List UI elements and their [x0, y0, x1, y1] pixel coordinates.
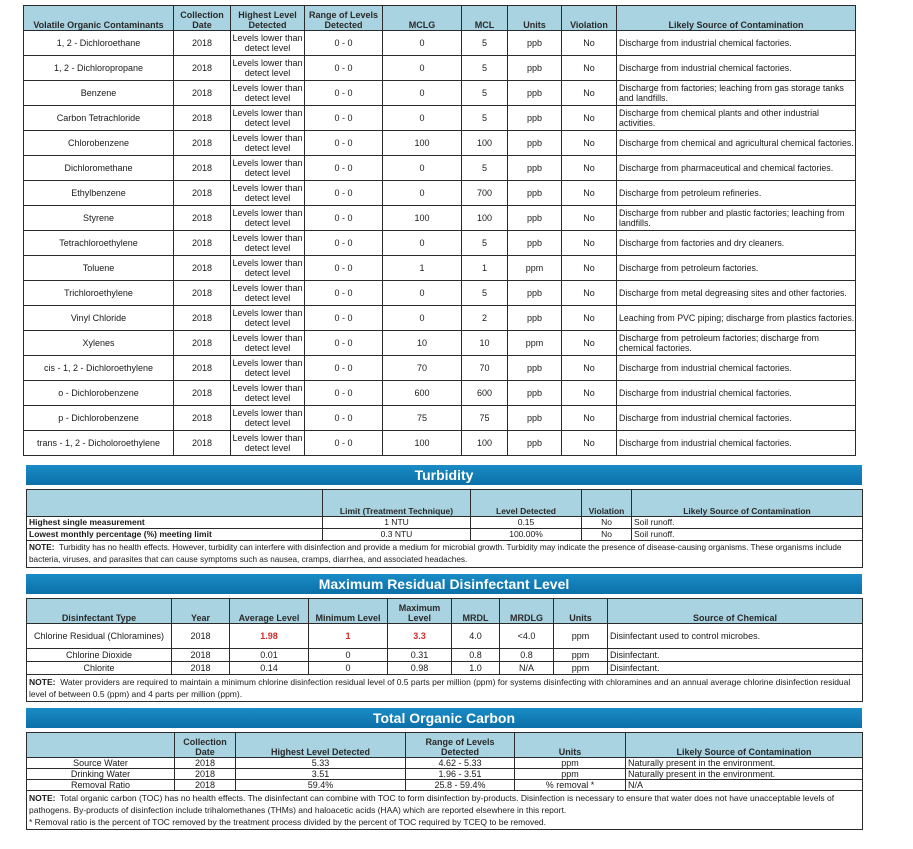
mrdl-cell: Chlorite: [27, 662, 172, 675]
voc-cell: 0 - 0: [305, 56, 383, 81]
mrdl-header: MRDL: [452, 599, 500, 624]
turbidity-header: Likely Source of Contamination: [632, 490, 863, 517]
voc-cell: Discharge from pharmaceutical and chemical factories.: [617, 156, 856, 181]
voc-cell: 0 - 0: [305, 406, 383, 431]
voc-cell: No: [562, 81, 617, 106]
voc-cell: Levels lower than detect level: [231, 306, 305, 331]
voc-cell: 2018: [174, 156, 231, 181]
voc-cell: 0 - 0: [305, 81, 383, 106]
voc-cell: 2018: [174, 206, 231, 231]
note-label: NOTE:: [29, 677, 56, 687]
voc-cell: 2018: [174, 281, 231, 306]
voc-cell: 1: [383, 256, 462, 281]
toc-cell: Naturally present in the environment.: [626, 758, 863, 769]
toc-table: [26, 732, 863, 830]
mrdl-cell: Disinfectant used to control microbes.: [608, 624, 863, 649]
voc-cell: 10: [462, 331, 508, 356]
voc-cell: No: [562, 306, 617, 331]
turbidity-table: [26, 489, 863, 568]
table-row: [27, 624, 863, 649]
voc-cell: 2018: [174, 231, 231, 256]
voc-cell: 5: [462, 156, 508, 181]
toc-cell: 2018: [175, 780, 236, 791]
voc-cell: No: [562, 31, 617, 56]
voc-cell: Discharge from metal degreasing sites and other factories.: [617, 281, 856, 306]
voc-cell: Levels lower than detect level: [231, 281, 305, 306]
voc-cell: ppb: [508, 206, 562, 231]
mrdl-header: Year: [172, 599, 230, 624]
voc-cell: Levels lower than detect level: [231, 431, 305, 456]
mrdl-cell: ppm: [554, 624, 608, 649]
mrdl-cell-highlight: 3.3: [388, 624, 452, 649]
voc-header: MCL: [462, 6, 508, 31]
mrdl-banner: Maximum Residual Disinfectant Level: [26, 574, 862, 594]
mrdl-cell: Chlorine Dioxide: [27, 649, 172, 662]
voc-cell: No: [562, 131, 617, 156]
toc-header: Range of Levels Detected: [406, 733, 515, 758]
voc-header: Likely Source of Contamination: [617, 6, 856, 31]
voc-cell: Carbon Tetrachloride: [24, 106, 174, 131]
voc-cell: Levels lower than detect level: [231, 231, 305, 256]
voc-cell: 0: [383, 56, 462, 81]
voc-cell: No: [562, 156, 617, 181]
table-row: [24, 81, 856, 106]
voc-cell: 0 - 0: [305, 156, 383, 181]
voc-cell: 2018: [174, 406, 231, 431]
mrdl-header: Units: [554, 599, 608, 624]
turbidity-cell: No: [582, 529, 632, 541]
voc-body: [24, 31, 856, 456]
turbidity-header-row: [27, 490, 863, 517]
turbidity-cell: 0.3 NTU: [323, 529, 471, 541]
turbidity-banner: Turbidity: [26, 465, 862, 485]
voc-cell: 2018: [174, 331, 231, 356]
table-row: [24, 106, 856, 131]
voc-cell: 0: [383, 231, 462, 256]
turbidity-note: [27, 541, 863, 568]
voc-cell: No: [562, 231, 617, 256]
voc-cell: 0 - 0: [305, 231, 383, 256]
mrdl-header-row: [27, 599, 863, 624]
table-row: [24, 131, 856, 156]
note-label: NOTE:: [29, 543, 55, 552]
voc-cell: 0: [383, 106, 462, 131]
table-row: [24, 331, 856, 356]
voc-cell: Xylenes: [24, 331, 174, 356]
voc-cell: cis - 1, 2 - Dichloroethylene: [24, 356, 174, 381]
toc-header: [27, 733, 175, 758]
voc-cell: Levels lower than detect level: [231, 381, 305, 406]
voc-cell: ppb: [508, 156, 562, 181]
voc-cell: ppb: [508, 231, 562, 256]
table-row: [24, 31, 856, 56]
voc-cell: Levels lower than detect level: [231, 256, 305, 281]
voc-cell: 0 - 0: [305, 381, 383, 406]
voc-cell: Levels lower than detect level: [231, 31, 305, 56]
voc-cell: Levels lower than detect level: [231, 206, 305, 231]
voc-cell: 0 - 0: [305, 431, 383, 456]
mrdl-cell: 4.0: [452, 624, 500, 649]
voc-cell: 2018: [174, 381, 231, 406]
voc-cell: 1, 2 - Dichloropropane: [24, 56, 174, 81]
toc-cell: N/A: [626, 780, 863, 791]
mrdl-header: Disinfectant Type: [27, 599, 172, 624]
toc-header: Units: [515, 733, 626, 758]
turbidity-cell: 100.00%: [471, 529, 582, 541]
turbidity-header: Level Detected: [471, 490, 582, 517]
mrdl-cell: 0.8: [452, 649, 500, 662]
voc-cell: Tetrachloroethylene: [24, 231, 174, 256]
table-row: [24, 431, 856, 456]
voc-cell: No: [562, 256, 617, 281]
voc-cell: 0 - 0: [305, 256, 383, 281]
voc-cell: Discharge from rubber and plastic factories; leaching from landfills.: [617, 206, 856, 231]
turbidity-cell: Soil runoff.: [632, 517, 863, 529]
table-row: [24, 256, 856, 281]
voc-cell: 2018: [174, 56, 231, 81]
voc-cell: ppb: [508, 281, 562, 306]
mrdl-cell: 0.8: [500, 649, 554, 662]
voc-cell: Discharge from chemical plants and other industrial activities.: [617, 106, 856, 131]
note-text: Turbidity has no health effects. However, turbidity can interfere with disinfection and provide a medium for microbial growth. Turbidity may indicate the presence of disease-causing organisms. These organisms include bacteria, viruses, and parasites that can cause symptoms such as nausea, cramps, diarrhea, and associated headaches.: [29, 543, 842, 564]
toc-header: Likely Source of Contamination: [626, 733, 863, 758]
voc-cell: No: [562, 281, 617, 306]
voc-cell: 5: [462, 81, 508, 106]
turbidity-cell: Lowest monthly percentage (%) meeting limit: [27, 529, 323, 541]
mrdl-table: [26, 598, 863, 702]
voc-cell: 2018: [174, 81, 231, 106]
voc-cell: 5: [462, 106, 508, 131]
turbidity-cell: No: [582, 517, 632, 529]
table-row: [24, 181, 856, 206]
toc-header: Highest Level Detected: [236, 733, 406, 758]
mrdl-cell: ppm: [554, 649, 608, 662]
table-row: [24, 281, 856, 306]
voc-cell: ppb: [508, 356, 562, 381]
voc-cell: Discharge from petroleum factories.: [617, 256, 856, 281]
voc-cell: 2018: [174, 306, 231, 331]
mrdl-header: MRDLG: [500, 599, 554, 624]
toc-cell: Removal Ratio: [27, 780, 175, 791]
turbidity-cell: Highest single measurement: [27, 517, 323, 529]
toc-header-row: [27, 733, 863, 758]
voc-cell: 2018: [174, 431, 231, 456]
toc-cell: Naturally present in the environment.: [626, 769, 863, 780]
mrdl-cell: 2018: [172, 662, 230, 675]
mrdl-cell-highlight: 1.98: [230, 624, 309, 649]
toc-cell: ppm: [515, 769, 626, 780]
voc-cell: No: [562, 331, 617, 356]
mrdl-header: Average Level: [230, 599, 309, 624]
table-row: [24, 56, 856, 81]
turbidity-cell: 0.15: [471, 517, 582, 529]
voc-cell: 100: [383, 431, 462, 456]
mrdl-cell: N/A: [500, 662, 554, 675]
voc-cell: Levels lower than detect level: [231, 181, 305, 206]
voc-cell: Benzene: [24, 81, 174, 106]
toc-cell: % removal *: [515, 780, 626, 791]
voc-cell: 2018: [174, 181, 231, 206]
toc-cell: Drinking Water: [27, 769, 175, 780]
voc-header: Range of Levels Detected: [305, 6, 383, 31]
mrdl-cell: 0: [309, 662, 388, 675]
toc-banner: Total Organic Carbon: [26, 708, 862, 728]
voc-cell: Discharge from industrial chemical factories.: [617, 431, 856, 456]
toc-cell: 25.8 - 59.4%: [406, 780, 515, 791]
voc-cell: Styrene: [24, 206, 174, 231]
voc-cell: Discharge from petroleum refineries.: [617, 181, 856, 206]
voc-cell: Vinyl Chloride: [24, 306, 174, 331]
voc-cell: No: [562, 406, 617, 431]
voc-cell: Discharge from industrial chemical factories.: [617, 31, 856, 56]
voc-cell: ppb: [508, 81, 562, 106]
voc-cell: 0 - 0: [305, 106, 383, 131]
table-row: [27, 758, 863, 769]
voc-header: MCLG: [383, 6, 462, 31]
voc-cell: Levels lower than detect level: [231, 131, 305, 156]
voc-cell: 75: [383, 406, 462, 431]
voc-cell: ppb: [508, 306, 562, 331]
toc-note-row: [27, 791, 863, 830]
voc-cell: 0 - 0: [305, 31, 383, 56]
mrdl-header: Source of Chemical: [608, 599, 863, 624]
voc-cell: 5: [462, 31, 508, 56]
voc-cell: 5: [462, 231, 508, 256]
table-row: [24, 306, 856, 331]
voc-cell: 0 - 0: [305, 331, 383, 356]
voc-cell: Ethylbenzene: [24, 181, 174, 206]
voc-cell: 0 - 0: [305, 181, 383, 206]
note-text: Water providers are required to maintain a minimum chlorine disinfection residual level of 0.5 parts per million (ppm) for systems disinfecting with chloramines and an annual average chlorine disinfection residual level of between 0.5 (ppm) and 4 parts per million (ppm).: [29, 677, 851, 699]
voc-cell: 1, 2 - Dichloroethane: [24, 31, 174, 56]
table-row: [24, 356, 856, 381]
mrdl-note: [27, 675, 863, 702]
note-text: Total organic carbon (TOC) has no health effects. The disinfectant can combine with TOC to form disinfection by-products. Disinfection is necessary to ensure that water does not have unacceptable levels of pathogens. By-products of disinfection include trihalomethanes (THMs) and haloacetic acids (HAA) which are reported elsewhere in this report.: [29, 793, 835, 815]
voc-cell: 0: [383, 306, 462, 331]
voc-cell: Dichloromethane: [24, 156, 174, 181]
voc-cell: 70: [462, 356, 508, 381]
mrdl-cell: Disinfectant.: [608, 649, 863, 662]
toc-cell: 2018: [175, 758, 236, 769]
voc-cell: ppb: [508, 56, 562, 81]
note-label: NOTE:: [29, 793, 56, 803]
mrdl-cell: Disinfectant.: [608, 662, 863, 675]
voc-cell: Levels lower than detect level: [231, 406, 305, 431]
mrdl-cell: <4.0: [500, 624, 554, 649]
table-row: [27, 529, 863, 541]
table-row: [24, 231, 856, 256]
voc-cell: Levels lower than detect level: [231, 331, 305, 356]
voc-cell: Levels lower than detect level: [231, 56, 305, 81]
voc-cell: Toluene: [24, 256, 174, 281]
toc-footnote: * Removal ratio is the percent of TOC removed by the treatment process divided by the percent of TOC required by TCEQ to be removed.: [29, 817, 547, 827]
toc-cell: 4.62 - 5.33: [406, 758, 515, 769]
voc-cell: 0: [383, 31, 462, 56]
voc-header: Highest Level Detected: [231, 6, 305, 31]
table-row: [24, 156, 856, 181]
voc-cell: 0 - 0: [305, 306, 383, 331]
voc-cell: 75: [462, 406, 508, 431]
voc-cell: 2018: [174, 256, 231, 281]
voc-cell: 5: [462, 281, 508, 306]
table-row: [27, 662, 863, 675]
mrdl-cell: 0: [309, 649, 388, 662]
mrdl-cell: 0.01: [230, 649, 309, 662]
voc-cell: No: [562, 206, 617, 231]
voc-cell: Discharge from chemical and agricultural chemical factories.: [617, 131, 856, 156]
mrdl-cell: 1.0: [452, 662, 500, 675]
table-row: [27, 769, 863, 780]
table-row: [24, 381, 856, 406]
voc-cell: o - Dichlorobenzene: [24, 381, 174, 406]
voc-cell: Discharge from petroleum factories; discharge from chemical factories.: [617, 331, 856, 356]
voc-table: [23, 5, 856, 456]
toc-header: Collection Date: [175, 733, 236, 758]
voc-cell: Discharge from industrial chemical factories.: [617, 406, 856, 431]
turbidity-header: Violation: [582, 490, 632, 517]
voc-cell: No: [562, 56, 617, 81]
voc-cell: 0 - 0: [305, 131, 383, 156]
voc-cell: 2018: [174, 356, 231, 381]
voc-cell: ppb: [508, 131, 562, 156]
voc-cell: 100: [462, 206, 508, 231]
voc-cell: 2018: [174, 106, 231, 131]
mrdl-note-row: [27, 675, 863, 702]
mrdl-header: Maximum Level: [388, 599, 452, 624]
voc-cell: No: [562, 181, 617, 206]
voc-cell: Discharge from factories; leaching from gas storage tanks and landfills.: [617, 81, 856, 106]
voc-cell: p - Dichlorobenzene: [24, 406, 174, 431]
turbidity-header: [27, 490, 323, 517]
turbidity-header: Limit (Treatment Technique): [323, 490, 471, 517]
voc-cell: Levels lower than detect level: [231, 81, 305, 106]
voc-cell: ppm: [508, 331, 562, 356]
toc-cell: Source Water: [27, 758, 175, 769]
toc-cell: ppm: [515, 758, 626, 769]
voc-cell: trans - 1, 2 - Dicholoroethylene: [24, 431, 174, 456]
voc-header-row: [24, 6, 856, 31]
voc-cell: 2: [462, 306, 508, 331]
toc-note: [27, 791, 863, 830]
voc-header: Volatile Organic Contaminants: [24, 6, 174, 31]
voc-cell: 1: [462, 256, 508, 281]
voc-cell: No: [562, 356, 617, 381]
voc-cell: 100: [462, 431, 508, 456]
voc-cell: Levels lower than detect level: [231, 356, 305, 381]
voc-cell: No: [562, 431, 617, 456]
voc-cell: Levels lower than detect level: [231, 106, 305, 131]
voc-cell: 0 - 0: [305, 356, 383, 381]
mrdl-cell-highlight: 1: [309, 624, 388, 649]
voc-cell: 0: [383, 81, 462, 106]
toc-cell: 2018: [175, 769, 236, 780]
voc-cell: 70: [383, 356, 462, 381]
voc-cell: ppm: [508, 256, 562, 281]
voc-cell: 700: [462, 181, 508, 206]
voc-cell: Discharge from industrial chemical factories.: [617, 56, 856, 81]
voc-cell: 100: [383, 131, 462, 156]
mrdl-cell: Chlorine Residual (Chloramines): [27, 624, 172, 649]
mrdl-cell: 2018: [172, 649, 230, 662]
voc-cell: 0 - 0: [305, 281, 383, 306]
voc-cell: 100: [462, 131, 508, 156]
voc-cell: 100: [383, 206, 462, 231]
mrdl-header: Minimum Level: [309, 599, 388, 624]
voc-header: Units: [508, 6, 562, 31]
voc-cell: 600: [462, 381, 508, 406]
voc-cell: Chlorobenzene: [24, 131, 174, 156]
voc-header: Violation: [562, 6, 617, 31]
voc-cell: No: [562, 381, 617, 406]
turbidity-cell: 1 NTU: [323, 517, 471, 529]
table-row: [27, 649, 863, 662]
voc-cell: ppb: [508, 106, 562, 131]
mrdl-cell: ppm: [554, 662, 608, 675]
voc-cell: Levels lower than detect level: [231, 156, 305, 181]
voc-cell: Discharge from industrial chemical factories.: [617, 381, 856, 406]
voc-cell: ppb: [508, 381, 562, 406]
voc-cell: Leaching from PVC piping; discharge from plastics factories.: [617, 306, 856, 331]
toc-cell: 3.51: [236, 769, 406, 780]
voc-cell: ppb: [508, 31, 562, 56]
voc-cell: 0: [383, 156, 462, 181]
voc-cell: Discharge from industrial chemical factories.: [617, 356, 856, 381]
mrdl-cell: 2018: [172, 624, 230, 649]
turbidity-cell: Soil runoff.: [632, 529, 863, 541]
table-row: [27, 517, 863, 529]
voc-cell: No: [562, 106, 617, 131]
mrdl-cell: 0.14: [230, 662, 309, 675]
voc-cell: 2018: [174, 131, 231, 156]
voc-cell: ppb: [508, 181, 562, 206]
voc-cell: 0 - 0: [305, 206, 383, 231]
voc-cell: 600: [383, 381, 462, 406]
voc-header: Collection Date: [174, 6, 231, 31]
voc-cell: Discharge from factories and dry cleaners.: [617, 231, 856, 256]
voc-cell: ppb: [508, 431, 562, 456]
mrdl-cell: 0.31: [388, 649, 452, 662]
table-row: [24, 406, 856, 431]
turbidity-note-row: [27, 541, 863, 568]
toc-cell: 1.96 - 3.51: [406, 769, 515, 780]
toc-cell: 5.33: [236, 758, 406, 769]
voc-cell: Trichloroethylene: [24, 281, 174, 306]
voc-cell: 0: [383, 281, 462, 306]
table-row: [24, 206, 856, 231]
voc-cell: 0: [383, 181, 462, 206]
voc-cell: 5: [462, 56, 508, 81]
voc-cell: ppb: [508, 406, 562, 431]
mrdl-cell: 0.98: [388, 662, 452, 675]
table-row: [27, 780, 863, 791]
voc-cell: 10: [383, 331, 462, 356]
toc-cell: 59.4%: [236, 780, 406, 791]
voc-cell: 2018: [174, 31, 231, 56]
